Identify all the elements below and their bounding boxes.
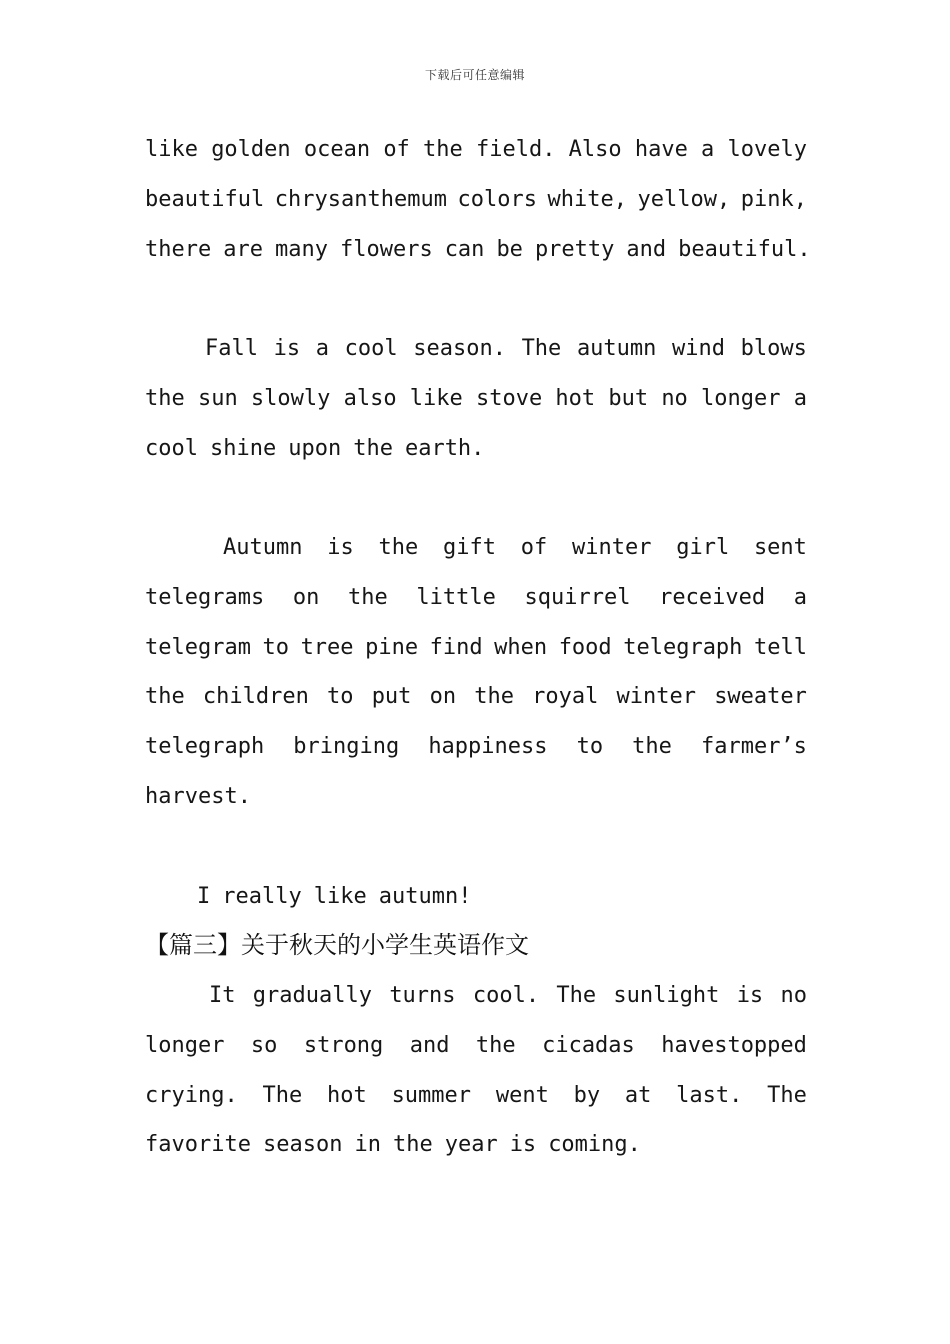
word: longer xyxy=(145,1032,225,1058)
word: royal xyxy=(532,684,599,710)
word: field. xyxy=(475,137,556,162)
word: children xyxy=(202,684,309,710)
word: the xyxy=(475,1032,516,1058)
word: on xyxy=(292,584,320,610)
word: also xyxy=(343,385,397,411)
word: is xyxy=(509,1132,537,1158)
word: girl xyxy=(676,535,730,560)
word: yellow, xyxy=(637,186,731,212)
word: telegram xyxy=(145,634,251,660)
word: are xyxy=(223,236,263,262)
word: like xyxy=(313,884,367,909)
paragraph-really-like-autumn xyxy=(145,872,807,922)
word: hot xyxy=(555,385,596,411)
word: no xyxy=(661,385,688,411)
word: longer xyxy=(701,385,781,411)
text-line xyxy=(145,1021,807,1071)
word: a xyxy=(315,336,329,361)
word: season xyxy=(262,1132,343,1158)
text-line xyxy=(145,971,807,1021)
word: winter xyxy=(571,535,652,560)
word: Fall xyxy=(205,336,258,361)
text-line xyxy=(145,1120,807,1170)
word: received xyxy=(659,584,766,610)
word: tell xyxy=(753,634,807,660)
word: ocean xyxy=(303,137,371,162)
text-line xyxy=(145,374,807,424)
word: strong xyxy=(303,1032,384,1058)
word: and xyxy=(409,1032,450,1058)
word: turns xyxy=(389,983,456,1008)
word: autumn xyxy=(576,336,657,361)
page-header: 下载后可任意编辑 xyxy=(424,68,525,82)
paragraph-flowers xyxy=(145,125,811,274)
word: happiness xyxy=(428,734,548,760)
text-line xyxy=(145,125,807,175)
word: wind xyxy=(672,336,726,361)
word: so xyxy=(250,1032,278,1058)
word: the xyxy=(378,535,419,560)
word: is xyxy=(273,336,301,361)
text-line xyxy=(145,872,807,922)
word: at xyxy=(624,1082,652,1108)
text-line xyxy=(145,324,807,374)
word: havestopped xyxy=(661,1032,807,1058)
word: like xyxy=(145,137,198,162)
word: last. xyxy=(676,1082,743,1108)
text-line xyxy=(145,523,807,573)
text-line xyxy=(145,424,807,474)
word: chrysanthemum xyxy=(274,186,447,212)
word: a xyxy=(701,137,715,162)
word: the xyxy=(474,684,514,710)
word: lovely xyxy=(727,137,807,162)
word: sun xyxy=(197,385,238,411)
word: sunlight xyxy=(613,983,720,1008)
paragraph-fall-cool-season xyxy=(145,324,807,473)
word: upon xyxy=(288,435,342,461)
word: sent xyxy=(753,535,807,560)
word: the xyxy=(632,734,672,760)
paragraph-autumn-telegram xyxy=(145,523,807,822)
word: cool xyxy=(145,435,198,461)
word: pink, xyxy=(740,186,807,212)
text-line xyxy=(145,672,807,722)
word: bringing xyxy=(293,734,400,760)
word: find xyxy=(429,634,483,660)
word: harvest. xyxy=(145,783,251,809)
word: farmer’s xyxy=(700,734,807,760)
word: hot xyxy=(327,1082,367,1108)
word: to xyxy=(327,684,354,710)
word: beautiful xyxy=(145,186,265,212)
word: autumn! xyxy=(378,884,472,909)
word: on xyxy=(429,684,457,710)
word: there xyxy=(145,236,212,262)
word: is xyxy=(327,535,354,560)
word: squirrel xyxy=(524,584,631,610)
word: gift xyxy=(442,535,496,560)
word: a xyxy=(793,385,807,411)
word: flowers xyxy=(339,236,433,262)
word: telegraph xyxy=(623,634,743,660)
word: of xyxy=(520,535,548,560)
word: put xyxy=(371,684,412,710)
word: the xyxy=(145,684,185,710)
word: gradually xyxy=(252,983,373,1008)
word: many xyxy=(274,236,328,262)
word: pretty xyxy=(534,236,615,262)
word: It xyxy=(209,983,236,1008)
word: cicadas xyxy=(542,1032,635,1058)
word: telegraph xyxy=(145,734,265,760)
word: shine xyxy=(209,435,277,461)
word: sweater xyxy=(714,684,807,710)
word: coming. xyxy=(548,1132,641,1158)
word: white, xyxy=(547,186,627,212)
word: The xyxy=(556,983,597,1008)
word: be xyxy=(496,236,523,262)
word: and xyxy=(626,236,667,262)
word: favorite xyxy=(145,1132,251,1158)
word: but xyxy=(608,385,649,411)
word: little xyxy=(416,584,496,610)
word: golden xyxy=(211,137,291,162)
word: really xyxy=(222,884,302,909)
word: the xyxy=(392,1132,433,1158)
word: The xyxy=(767,1082,807,1108)
paragraph-gradually-cool xyxy=(145,971,807,1170)
word: by xyxy=(573,1082,601,1108)
word: cool xyxy=(344,336,398,361)
word: have xyxy=(634,137,688,162)
word: telegrams xyxy=(145,584,265,610)
word: crying. xyxy=(145,1082,238,1108)
text-line xyxy=(145,623,807,673)
word: the xyxy=(353,435,393,461)
word: no xyxy=(780,983,807,1008)
word: cool. xyxy=(472,983,540,1008)
word: slowly xyxy=(250,385,331,411)
word: pine xyxy=(365,634,419,660)
text-line xyxy=(145,1071,807,1121)
word: The xyxy=(262,1082,303,1108)
word: can xyxy=(444,236,485,262)
word: went xyxy=(495,1082,549,1108)
word: the xyxy=(145,385,185,411)
word: The xyxy=(521,336,562,361)
word: to xyxy=(262,634,290,660)
word: when xyxy=(494,634,548,660)
word: season. xyxy=(413,336,506,361)
word: is xyxy=(736,983,764,1008)
word: colors xyxy=(457,186,537,212)
word: blows xyxy=(740,336,807,361)
word: of xyxy=(383,137,410,162)
word: a xyxy=(793,584,807,610)
word: I xyxy=(197,884,211,909)
word: Also xyxy=(568,137,622,162)
text-line xyxy=(145,722,807,772)
word: food xyxy=(558,634,612,660)
section-heading: 【篇三】关于秋天的小学生英语作文 xyxy=(145,931,529,959)
text-line xyxy=(145,225,811,275)
word: like xyxy=(409,385,463,411)
word: summer xyxy=(391,1082,472,1108)
word: beautiful. xyxy=(678,236,811,262)
word: Autumn xyxy=(223,535,303,560)
text-line xyxy=(145,772,807,822)
word: to xyxy=(576,734,604,760)
word: year xyxy=(444,1132,498,1158)
word: winter xyxy=(616,684,697,710)
word: earth. xyxy=(404,435,485,461)
text-line xyxy=(145,175,807,225)
word: stove xyxy=(475,385,543,411)
word: in xyxy=(354,1132,381,1158)
word: the xyxy=(423,137,463,162)
word: tree xyxy=(300,634,354,660)
word: the xyxy=(348,584,388,610)
text-line xyxy=(145,573,807,623)
